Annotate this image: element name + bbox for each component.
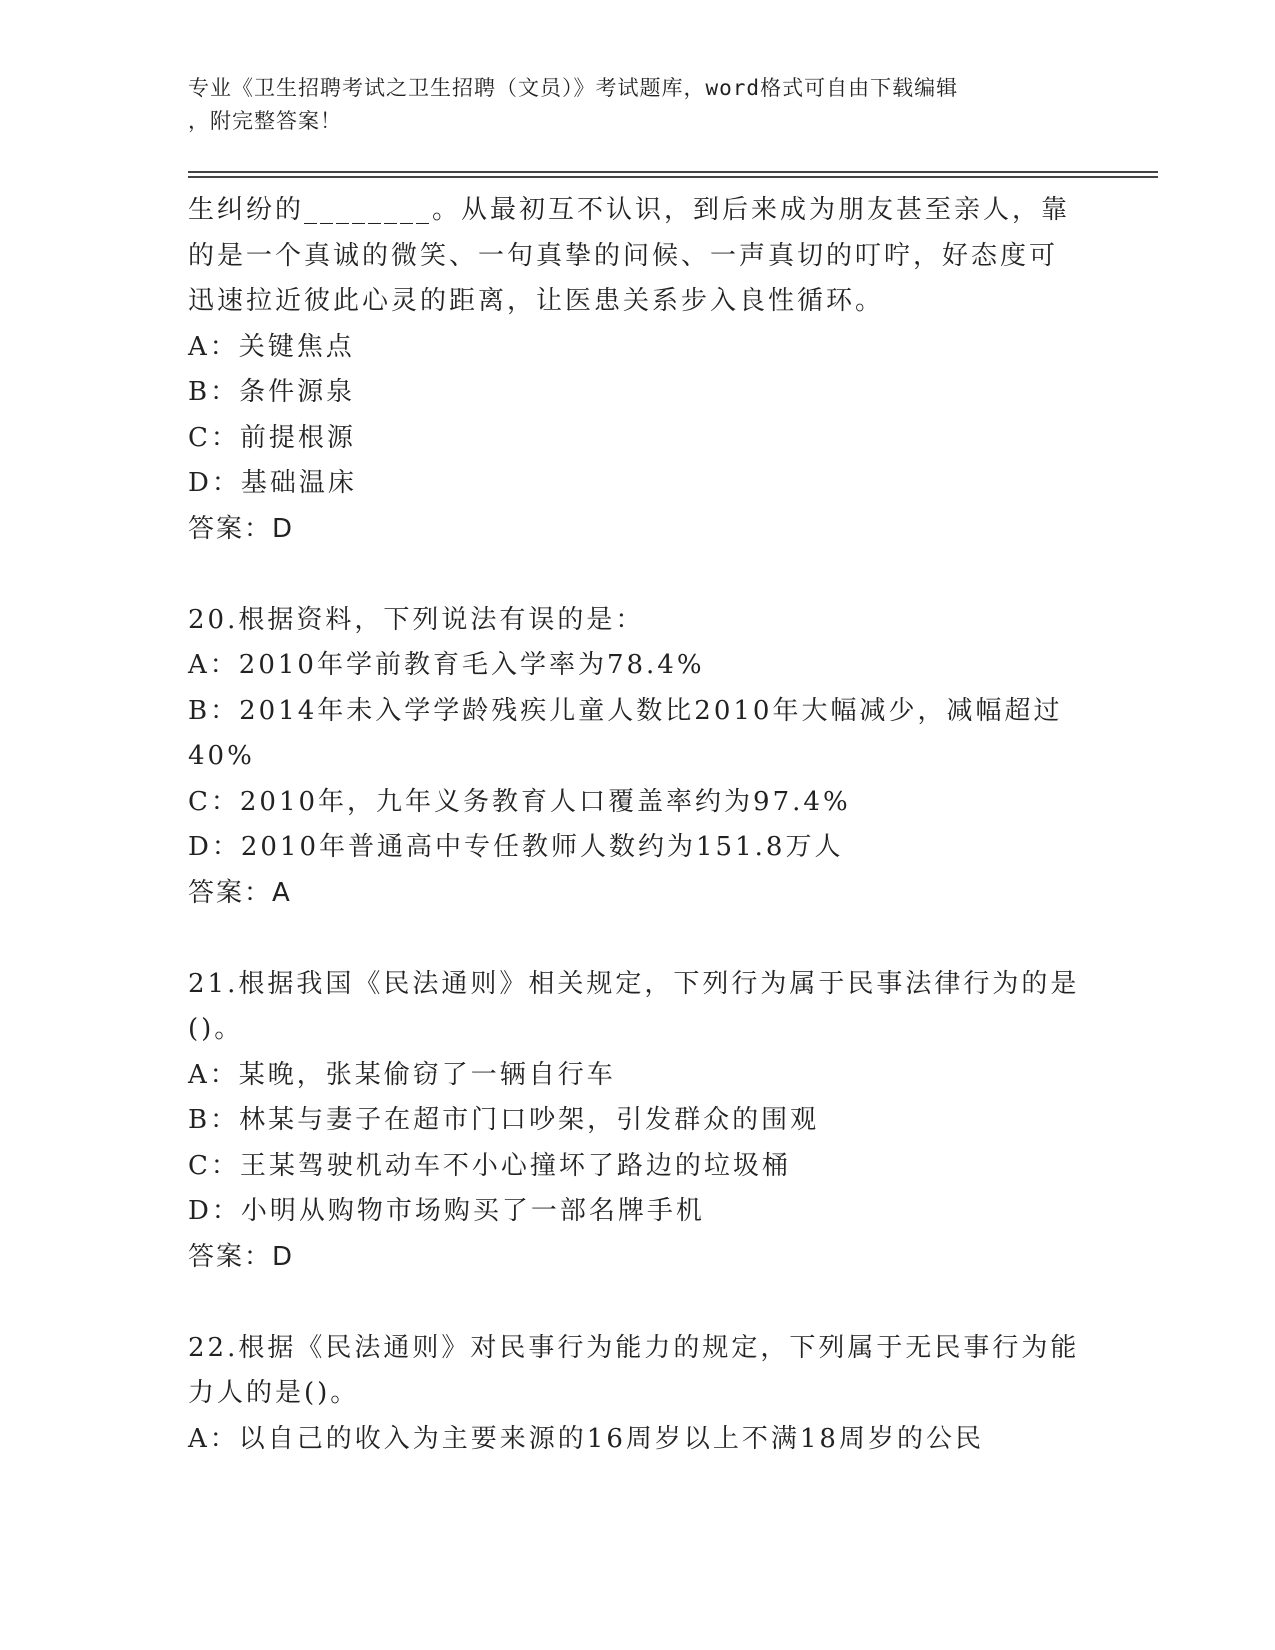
option-a: A：关键焦点 [188,331,355,362]
header-title-line-1: 专业《卫生招聘考试之卫生招聘（文员）》考试题库，word格式可自由下载编辑 [188,76,959,100]
answer-line: 答案：D [188,1241,295,1272]
header-rule-top [188,171,1158,173]
option-d: D：小明从购物市场购买了一部名牌手机 [188,1196,705,1226]
question-stem-continued: 生纠纷的________。从最初互不认识，到后来成为朋友甚至亲人，靠 [188,195,1071,225]
question-stem-continued: 迅速拉近彼此心灵的距离，让医患关系步入良性循环。 [188,286,885,316]
option-d: D：基础温床 [188,468,357,498]
header-title-line-2: ，附完整答案！ [188,109,342,133]
option-a: A：某晚，张某偷窃了一辆自行车 [188,1059,616,1090]
question-20 [188,598,1088,917]
option-c: C：2010年，九年义务教育人口覆盖率约为97.4% [188,786,851,817]
question-content [188,188,1088,1462]
question-stem: 22.根据《民法通则》对民事行为能力的规定，下列属于无民事行为能 [188,1332,1080,1363]
question-stem-continued: 的是一个真诚的微笑、一句真挚的问候、一声真切的叮咛，好态度可 [188,240,1059,271]
question-spacer [188,1280,1088,1326]
option-a: A：2010年学前教育毛入学率为78.4% [188,650,705,680]
answer-line: 答案：D [188,513,295,544]
question-21 [188,962,1088,1281]
option-b-continued: 40% [188,741,255,771]
option-b: B：条件源泉 [188,377,356,407]
answer-line: 答案：A [188,877,292,908]
question-stem-continued: ()。 [188,1014,244,1044]
option-a: A：以自己的收入为主要来源的16周岁以上不满18周岁的公民 [188,1423,984,1454]
option-c: C：前提根源 [188,422,356,453]
question-19 [188,188,1088,552]
question-stem: 21.根据我国《民法通则》相关规定，下列行为属于民事法律行为的是 [188,968,1080,999]
question-spacer [188,552,1088,598]
page-header [188,72,1068,138]
question-stem: 20.根据资料，下列说法有误的是： [188,604,645,635]
question-spacer [188,916,1088,962]
option-d: D：2010年普通高中专任教师人数约为151.8万人 [188,832,844,862]
header-rule-bottom [188,176,1158,178]
question-stem-continued: 力人的是()。 [188,1378,360,1408]
option-b: B：林某与妻子在超市门口吵架，引发群众的围观 [188,1105,820,1135]
question-22 [188,1326,1088,1463]
option-c: C：王某驾驶机动车不小心撞坏了路边的垃圾桶 [188,1150,791,1181]
option-b: B：2014年未入学学龄残疾儿童人数比2010年大幅减少，减幅超过 [188,695,1063,726]
